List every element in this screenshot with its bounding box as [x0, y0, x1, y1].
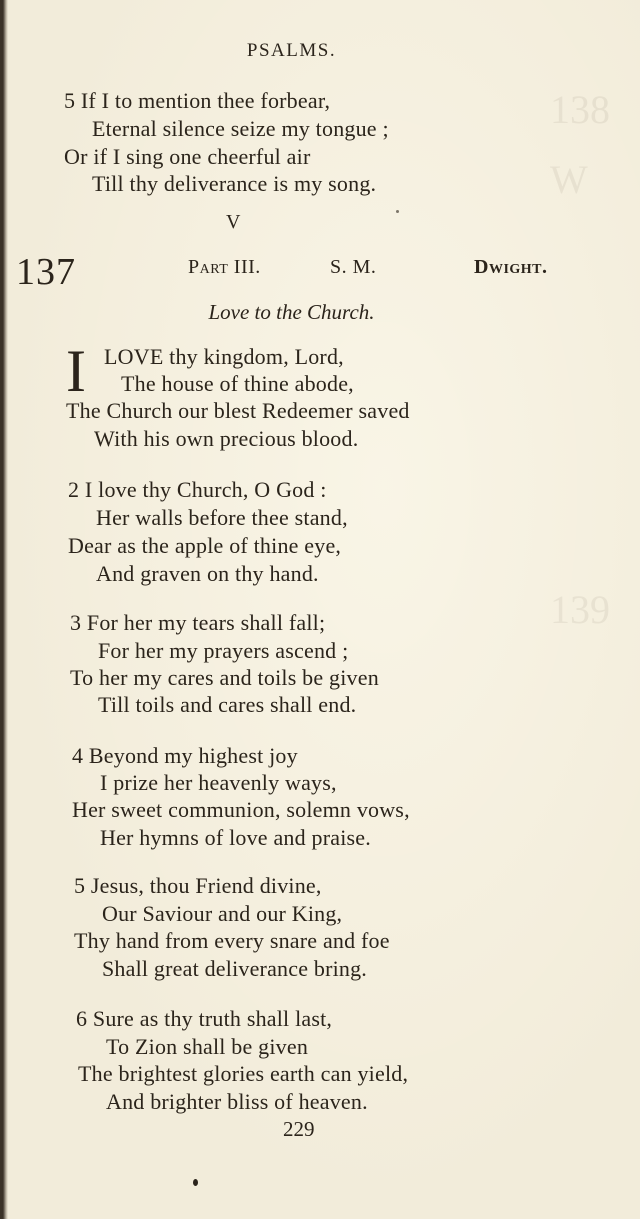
- stanza-line: I prize her heavenly ways,: [100, 770, 337, 795]
- stanza-line: Till toils and cares shall end.: [98, 692, 357, 717]
- stanza-line: Her hymns of love and praise.: [100, 825, 371, 850]
- stanza-line: Our Saviour and our King,: [102, 901, 343, 926]
- stanza-line: 6 Sure as thy truth shall last,: [76, 1006, 333, 1031]
- stanza-line: Her sweet communion, solemn vows,: [72, 797, 410, 822]
- stanza-line: To Zion shall be given: [106, 1034, 309, 1059]
- running-header: PSALMS.: [246, 40, 337, 61]
- hymn-title: Love to the Church.: [208, 300, 375, 324]
- section-mark: V: [226, 211, 241, 233]
- page-number: 229: [283, 1117, 315, 1141]
- hymn-part: Part III.: [188, 256, 261, 278]
- show-through-number: 139: [550, 587, 610, 632]
- stanza-line: 3 For her my tears shall fall;: [70, 610, 326, 635]
- hymn-author: Dwight.: [474, 256, 548, 278]
- stanza-line: LOVE thy kingdom, Lord,: [104, 344, 344, 369]
- stanza-line: Or if I sing one cheerful air: [64, 144, 311, 169]
- stanza-line: Dear as the apple of thine eye,: [68, 533, 342, 558]
- ink-speck: [193, 1179, 198, 1186]
- stanza-line: And graven on thy hand.: [96, 561, 319, 586]
- hymn-number: 137: [16, 251, 76, 293]
- reverse-side-show-through: [550, 80, 640, 1140]
- stanza-line: 4 Beyond my highest joy: [72, 743, 298, 768]
- stanza-line: To her my cares and toils be given: [70, 665, 379, 690]
- stanza-line: And brighter bliss of heaven.: [106, 1089, 368, 1114]
- ink-speck: [396, 210, 399, 213]
- stanza-line: Thy hand from every snare and foe: [74, 928, 390, 953]
- stanza-line: Eternal silence seize my tongue ;: [92, 116, 389, 141]
- stanza-line: Till thy deliverance is my song.: [92, 171, 377, 196]
- stanza-line: 5 Jesus, thou Friend divine,: [74, 873, 322, 898]
- stanza-line: The Church our blest Redeemer saved: [66, 398, 410, 423]
- page-spine-edge: [0, 0, 8, 1219]
- stanza-line: The house of thine abode,: [121, 371, 354, 396]
- stanza-line: The brightest glories earth can yield,: [78, 1061, 409, 1086]
- hymn-meter: S. M.: [330, 256, 377, 278]
- stanza-line: 5 If I to mention thee forbear,: [64, 88, 331, 113]
- stanza-line: Shall great deliverance bring.: [102, 956, 368, 981]
- stanza-line: 2 I love thy Church, O God :: [68, 477, 327, 502]
- show-through-number: 138: [550, 87, 610, 132]
- show-through-initial: W: [550, 157, 588, 202]
- stanza-line: For her my prayers ascend ;: [98, 638, 349, 663]
- stanza-line: With his own precious blood.: [94, 426, 359, 451]
- drop-cap: I: [66, 338, 86, 404]
- stanza-line: Her walls before thee stand,: [96, 505, 348, 530]
